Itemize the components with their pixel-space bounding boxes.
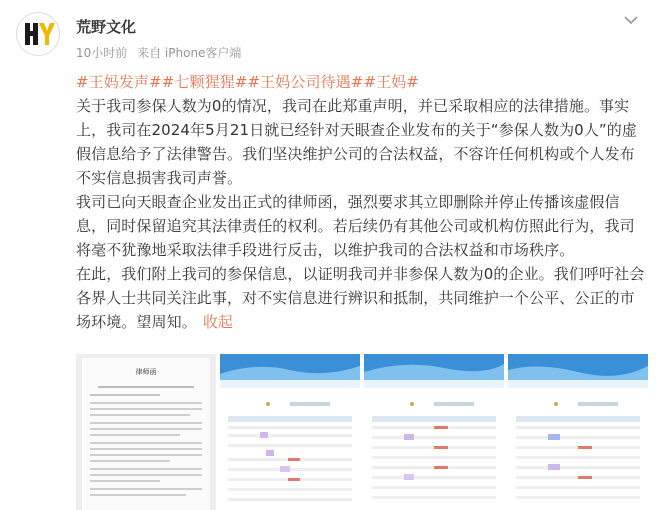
insurance-record-thumbnail-3[interactable]: [508, 354, 648, 510]
post-paragraph: 关于我司参保人数为0的情况，我司在此郑重声明，并已采取相应的法律措施。事实上，我司在2024年5月21日就已经针对天眼查企业发布的关于“参保人数为0人”的虚假信息给予了法律警告。我们坚决维护公司的合法权益，不容许任何机构或个人发布不实信息损害我司声誉。: [76, 97, 637, 187]
collapse-link[interactable]: 收起: [202, 313, 234, 331]
post-paragraph-last: [76, 262, 646, 334]
topic-link[interactable]: #王妈发声#: [76, 73, 162, 91]
table-preview: [364, 354, 504, 510]
brand-logo-icon: [18, 14, 58, 54]
post-header: [12, 10, 646, 62]
post-content: [76, 70, 646, 334]
chevron-down-icon: [620, 12, 642, 28]
document-title: 律师函: [135, 368, 157, 376]
image-gallery: [76, 354, 648, 510]
post-time[interactable]: 10小时前: [76, 46, 128, 60]
topic-link[interactable]: #七颗猩猩#: [161, 73, 248, 91]
post-paragraph: 我司已向天眼查企业发出正式的律师函，强烈要求其立即删除并停止传播该虚假信息，同时保留追究其法律责任的权利。若后续仍有其他公司或机构仿照此行为，我司将毫不犹豫地采取法律手段进行反击，以维护我司的合法权益和市场秩序。: [76, 193, 635, 259]
post-paragraph-text: 在此，我们附上我司的参保信息，以证明我司并非参保人数为0的企业。我们呼吁社会各界人士共同关注此事，对不实信息进行辨识和抵制，共同维护一个公平、公正的市场环境。望周知。: [76, 265, 645, 331]
topic-link[interactable]: #王妈公司待遇#: [247, 73, 364, 91]
topic-list: [76, 70, 646, 94]
more-options-button[interactable]: [620, 12, 642, 28]
table-preview: [220, 354, 360, 510]
lawyer-letter-thumbnail[interactable]: [76, 354, 216, 510]
author-name[interactable]: 荒野文化: [76, 18, 137, 36]
table-preview: [508, 354, 648, 510]
post-source: 来自 iPhone客户端: [137, 46, 242, 60]
post-meta: [76, 44, 247, 61]
avatar[interactable]: [16, 12, 60, 56]
document-preview: [76, 354, 216, 510]
insurance-record-thumbnail-2[interactable]: [364, 354, 504, 510]
insurance-record-thumbnail-1[interactable]: [220, 354, 360, 510]
topic-link[interactable]: #王妈#: [363, 73, 419, 91]
